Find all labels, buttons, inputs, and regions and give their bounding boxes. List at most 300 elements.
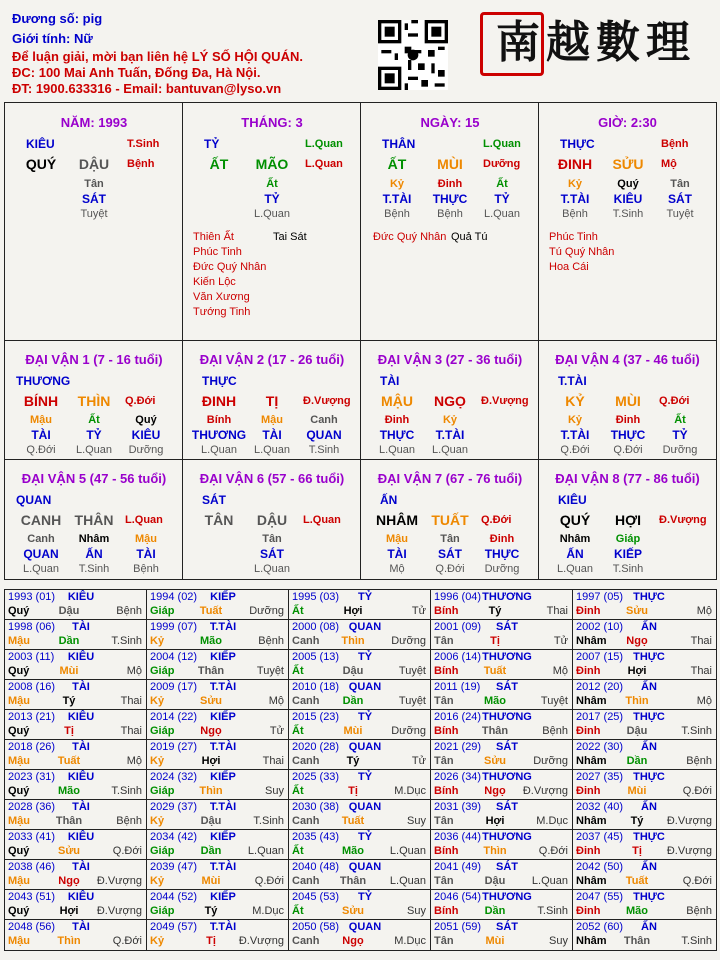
year-branch: Tý: [488, 605, 502, 617]
year-label: 2004 (12): [150, 651, 198, 663]
year-cell: [289, 740, 431, 770]
hidden-ten-god: KIÊU: [613, 192, 643, 206]
hidden-stage: Q.Đới: [26, 444, 56, 456]
year-branch: Dậu: [58, 605, 80, 617]
hidden-ten-god: SÁT: [260, 547, 284, 561]
year-branch: Mùi: [485, 935, 505, 947]
hidden-ten-god: QUAN: [306, 428, 342, 442]
year-stage: Đ.Vượng: [238, 935, 284, 947]
year-ten-god: ẤN: [641, 921, 657, 933]
dai-van-cell: [361, 341, 539, 460]
year-label: 2020 (28): [292, 741, 340, 753]
year-stem: Tân: [434, 695, 454, 707]
year-stage: L.Quan: [247, 845, 284, 857]
year-branch: Thìn: [199, 785, 223, 797]
year-stage: M.Dục: [394, 785, 426, 797]
hidden-stem: Nhâm: [78, 533, 110, 545]
hidden-stage: T.Sinh: [78, 563, 110, 575]
year-label: 2013 (21): [8, 711, 56, 723]
year-cell: [573, 800, 716, 830]
year-cell: [431, 590, 573, 620]
hidden-stem: Kỷ: [389, 178, 405, 190]
year-cell: [431, 680, 573, 710]
pillar-stage: T.Sinh: [127, 138, 160, 150]
year-stage: Dưỡng: [533, 755, 568, 767]
dai-van-ten-god: T.TÀI: [558, 374, 587, 388]
year-label: 1994 (02): [150, 591, 198, 603]
year-stem: Kỷ: [150, 755, 165, 767]
year-stem: Mậu: [8, 815, 30, 827]
year-stem: Tân: [434, 755, 454, 767]
year-stage: Đ.Vượng: [666, 815, 712, 827]
year-stage: Dưỡng: [391, 635, 426, 647]
year-stem: Giáp: [150, 605, 175, 617]
year-label: 2050 (58): [292, 921, 340, 933]
dai-van-ten-god: QUAN: [16, 493, 52, 507]
year-branch: Tý: [62, 695, 76, 707]
hidden-stage: L.Quan: [483, 208, 521, 220]
hidden-stem: Tân: [262, 533, 282, 545]
year-label: 2005 (13): [292, 651, 340, 663]
year-branch: Mùi: [59, 665, 79, 677]
hidden-ten-god: TỶ: [494, 192, 510, 206]
dai-van-stage: Q.Đới: [481, 514, 512, 526]
year-stem: Bính: [434, 845, 459, 857]
year-cell: [573, 620, 716, 650]
year-cell: [431, 860, 573, 890]
dai-van-branch: NGỌ: [434, 393, 466, 409]
year-branch: Dần: [200, 845, 222, 857]
year-branch: Thân: [481, 725, 509, 737]
year-stage: Bệnh: [686, 755, 712, 767]
hidden-ten-god: THỰC: [610, 428, 646, 442]
dai-van-cell: [539, 341, 716, 460]
year-cell: [147, 590, 289, 620]
dai-van-ten-god: ẤN: [380, 493, 398, 507]
year-stage: M.Dục: [536, 815, 568, 827]
year-label: 2022 (30): [576, 741, 624, 753]
year-stage: Thai: [262, 755, 284, 767]
year-ten-god: THỰC: [633, 711, 665, 723]
hidden-stem: Tân: [440, 533, 460, 545]
year-label: 2041 (49): [434, 861, 482, 873]
year-stem: Kỷ: [150, 635, 165, 647]
dai-van-stage: L.Quan: [125, 514, 163, 526]
year-branch: Thân: [55, 815, 83, 827]
year-stem: Đinh: [576, 605, 601, 617]
year-cell: [147, 890, 289, 920]
pillar-stage: Bệnh: [661, 138, 689, 150]
hidden-stage: T.Sinh: [308, 444, 340, 456]
year-label: 2028 (36): [8, 801, 56, 813]
year-ten-god: QUAN: [348, 681, 382, 693]
year-stage: Đ.Vượng: [96, 875, 142, 887]
year-ten-god: TỶ: [357, 591, 373, 603]
year-stage: Q.Đới: [112, 935, 142, 947]
hidden-ten-god: SÁT: [668, 192, 692, 206]
year-ten-god: QUAN: [348, 621, 382, 633]
year-stem: Canh: [292, 935, 320, 947]
year-ten-god: TÀI: [72, 621, 90, 633]
year-stem: Tân: [434, 635, 454, 647]
year-label: 2000 (08): [292, 621, 340, 633]
year-ten-god: ẤN: [641, 741, 657, 753]
hidden-stage: L.Quan: [253, 444, 291, 456]
pillar-branch: MÃO: [255, 156, 289, 172]
gender: Giới tính: Nữ: [12, 31, 93, 46]
year-ten-god: KIẾP: [210, 651, 236, 663]
year-branch: Mão: [200, 635, 222, 647]
dai-van-ten-god: SÁT: [202, 493, 226, 507]
hidden-stage: Q.Đới: [613, 444, 643, 456]
year-branch: Thân: [623, 935, 651, 947]
year-stem: Canh: [292, 875, 320, 887]
year-cell: [573, 590, 716, 620]
dai-van-stem: QUÝ: [559, 512, 591, 528]
dai-van-ten-god: KIÊU: [558, 493, 587, 507]
year-branch: Mão: [626, 905, 648, 917]
year-label: 2025 (33): [292, 771, 340, 783]
hidden-ten-god: ẤN: [566, 547, 584, 561]
dai-van-stem: KỶ: [565, 393, 585, 409]
hidden-stage: L.Quan: [200, 444, 238, 456]
year-cell: [289, 770, 431, 800]
year-ten-god: KIÊU: [67, 711, 95, 723]
year-stage: L.Quan: [531, 875, 568, 887]
hidden-ten-god: QUAN: [23, 547, 59, 561]
year-ten-god: THƯƠNG: [482, 771, 532, 783]
year-stage: L.Quan: [389, 875, 426, 887]
pillar-stem: ẤT: [387, 156, 407, 172]
year-stage: Suy: [407, 905, 426, 917]
year-cell: [5, 680, 147, 710]
year-stage: Q.Đới: [538, 845, 568, 857]
year-label: 2045 (53): [292, 891, 340, 903]
year-cell: [289, 680, 431, 710]
year-label: 1999 (07): [150, 621, 198, 633]
year-ten-god: T.TÀI: [209, 801, 237, 813]
pillar-title: GIỜ: 2:30: [598, 115, 657, 130]
year-label: 2048 (56): [8, 921, 56, 933]
dai-van-stage: Đ.Vượng: [303, 395, 351, 407]
shen-sha-star: Phúc Tinh: [549, 231, 598, 243]
hidden-stem: Mậu: [30, 414, 52, 426]
year-branch: Hợi: [201, 755, 221, 767]
year-stage: Suy: [549, 935, 568, 947]
year-branch: Tuất: [57, 755, 81, 767]
year-branch: Mùi: [201, 875, 221, 887]
year-branch: Hợi: [627, 665, 647, 677]
year-branch: Ngọ: [342, 935, 364, 947]
year-branch: Thìn: [57, 935, 81, 947]
year-stem: Canh: [292, 815, 320, 827]
year-label: 2029 (37): [150, 801, 198, 813]
year-cell: [573, 830, 716, 860]
year-cell: [431, 740, 573, 770]
year-branch: Sửu: [199, 695, 223, 707]
year-ten-god: QUAN: [348, 921, 382, 933]
year-stem: Nhâm: [576, 935, 607, 947]
pillar-ten-god: TỶ: [204, 137, 220, 151]
year-branch: Hợi: [343, 605, 363, 617]
dai-van-branch: TỊ: [265, 393, 279, 409]
year-ten-god: SÁT: [496, 861, 518, 873]
dai-van-cell: [183, 341, 361, 460]
year-branch: Dậu: [342, 665, 364, 677]
hidden-stage: L.Quan: [556, 563, 594, 575]
hidden-stage: Bệnh: [562, 208, 588, 220]
dai-van-stem: BÍNH: [23, 393, 59, 409]
year-stage: T.Sinh: [681, 935, 712, 947]
hidden-stage: L.Quan: [431, 444, 469, 456]
hidden-ten-god: T.TÀI: [560, 192, 590, 206]
year-cell: [289, 830, 431, 860]
year-label: 2032 (40): [576, 801, 624, 813]
year-stage: M.Dục: [252, 905, 284, 917]
year-label: 2039 (47): [150, 861, 198, 873]
year-label: 2019 (27): [150, 741, 198, 753]
dai-van-stage: Q.Đới: [659, 395, 690, 407]
hidden-ten-god: TÀI: [262, 428, 282, 442]
year-ten-god: ẤN: [641, 681, 657, 693]
year-branch: Hợi: [485, 815, 505, 827]
year-ten-god: TÀI: [72, 801, 90, 813]
year-branch: Tị: [206, 935, 216, 947]
year-stem: Bính: [434, 665, 459, 677]
year-label: 2001 (09): [434, 621, 482, 633]
year-ten-god: TÀI: [72, 921, 90, 933]
hidden-stage: Bệnh: [437, 208, 463, 220]
year-cell: [289, 920, 431, 950]
dai-van-stage: Đ.Vượng: [481, 395, 529, 407]
year-stem: Ất: [292, 605, 304, 617]
year-stem: Nhâm: [576, 635, 607, 647]
year-label: 2024 (32): [150, 771, 198, 783]
year-branch: Tý: [204, 905, 218, 917]
year-stage: Bệnh: [116, 815, 142, 827]
year-cell: [5, 590, 147, 620]
year-stage: Suy: [265, 785, 284, 797]
year-cell: [147, 860, 289, 890]
hidden-stem: Nhâm: [559, 533, 591, 545]
year-stage: Tuyệt: [256, 665, 284, 677]
year-ten-god: ẤN: [641, 861, 657, 873]
hidden-stem: Đinh: [437, 178, 463, 190]
hidden-stem: Tân: [670, 178, 690, 190]
dai-van-title: ĐẠI VẬN 7 (67 - 76 tuổi): [377, 471, 523, 486]
year-stage: Dưỡng: [391, 725, 426, 737]
year-branch: Thìn: [483, 845, 507, 857]
year-branch: Thìn: [341, 635, 365, 647]
dai-van-cell: [5, 341, 183, 460]
year-stage: Mộ: [696, 605, 712, 617]
year-cell: [5, 620, 147, 650]
year-stem: Quý: [8, 845, 30, 857]
year-stage: Thai: [120, 725, 142, 737]
year-stem: Nhâm: [576, 695, 607, 707]
year-stem: Quý: [8, 905, 30, 917]
year-branch: Tuất: [199, 605, 223, 617]
year-stem: Quý: [8, 605, 30, 617]
dai-van-cell: [183, 460, 361, 579]
year-ten-god: KIÊU: [67, 651, 95, 663]
year-stage: Tuyệt: [398, 695, 426, 707]
dai-van-title: ĐẠI VẬN 1 (7 - 16 tuổi): [25, 352, 163, 367]
shen-sha-star: Đức Quý Nhân: [373, 231, 447, 243]
year-stage: Mộ: [126, 755, 142, 767]
year-stem: Giáp: [150, 905, 175, 917]
hidden-ten-god: T.TÀI: [435, 428, 465, 442]
year-cell: [5, 770, 147, 800]
year-branch: Tuất: [483, 665, 507, 677]
year-stage: Mộ: [696, 695, 712, 707]
hidden-stage: T.Sinh: [612, 208, 644, 220]
year-branch: Ngọ: [484, 785, 506, 797]
shen-sha-star: Đức Quý Nhân: [193, 261, 267, 273]
shen-sha-star: Văn Xương: [193, 291, 250, 303]
year-cell: [289, 620, 431, 650]
year-label: 1997 (05): [576, 591, 624, 603]
year-branch: Hợi: [59, 905, 79, 917]
year-ten-god: THỰC: [633, 651, 665, 663]
year-stage: L.Quan: [389, 845, 426, 857]
year-branch: Mão: [342, 845, 364, 857]
year-branch: Tý: [346, 755, 360, 767]
year-stage: Thai: [120, 695, 142, 707]
year-ten-god: T.TÀI: [209, 921, 237, 933]
year-ten-god: TÀI: [72, 861, 90, 873]
year-stage: T.Sinh: [111, 785, 142, 797]
year-stage: Tử: [411, 605, 426, 617]
dai-van-ten-god: TÀI: [380, 374, 400, 388]
year-stem: Giáp: [150, 665, 175, 677]
year-stage: Mộ: [552, 665, 568, 677]
year-ten-god: SÁT: [496, 801, 518, 813]
dai-van-title: ĐẠI VẬN 8 (77 - 86 tuổi): [555, 471, 700, 486]
year-ten-god: TÀI: [72, 681, 90, 693]
hidden-stage: Bệnh: [384, 208, 410, 220]
year-cell: [573, 710, 716, 740]
year-label: 2047 (55): [576, 891, 624, 903]
year-cell: [573, 740, 716, 770]
year-branch: Ngọ: [58, 875, 80, 887]
hidden-stage: L.Quan: [253, 563, 291, 575]
year-stem: Tân: [434, 815, 454, 827]
pillar-branch: SỬU: [612, 156, 644, 172]
year-stage: Đ.Vượng: [96, 905, 142, 917]
owner-name: Đương số: pig: [12, 11, 103, 26]
pillar-title: NGÀY: 15: [420, 115, 480, 130]
year-ten-god: ẤN: [641, 801, 657, 813]
year-ten-god: T.TÀI: [209, 621, 237, 633]
year-cell: [573, 680, 716, 710]
year-stage: Thai: [546, 605, 568, 617]
shen-sha-star: Tướng Tinh: [193, 306, 251, 318]
year-stage: Q.Đới: [682, 875, 712, 887]
year-cell: [431, 830, 573, 860]
year-stage: Đ.Vượng: [522, 785, 568, 797]
year-stem: Bính: [434, 785, 459, 797]
dai-van-stage: L.Quan: [303, 514, 341, 526]
year-label: 2034 (42): [150, 831, 198, 843]
year-stage: Bệnh: [686, 905, 712, 917]
year-stage: Mộ: [268, 695, 284, 707]
year-label: 2015 (23): [292, 711, 340, 723]
year-stage: T.Sinh: [111, 635, 142, 647]
hidden-stem: Canh: [310, 414, 338, 426]
hidden-stage: T.Sinh: [612, 563, 644, 575]
dai-van-branch: THÌN: [77, 393, 111, 409]
pillar-branch: DẬU: [78, 156, 110, 172]
year-label: 2040 (48): [292, 861, 340, 873]
year-label: 2033 (41): [8, 831, 56, 843]
year-branch: Dần: [342, 695, 364, 707]
year-label: 2017 (25): [576, 711, 624, 723]
dai-van-branch: HỢI: [615, 512, 641, 528]
year-ten-god: KIÊU: [67, 891, 95, 903]
year-label: 2035 (43): [292, 831, 340, 843]
hidden-ten-god: T.TÀI: [382, 192, 412, 206]
year-stem: Giáp: [150, 725, 175, 737]
pillar-cell: [361, 103, 539, 341]
year-stage: Q.Đới: [254, 875, 284, 887]
year-branch: Sửu: [57, 845, 81, 857]
year-stem: Giáp: [150, 845, 175, 857]
hidden-stage: L.Quan: [378, 444, 416, 456]
year-stem: Mậu: [8, 635, 30, 647]
year-label: 2036 (44): [434, 831, 482, 843]
year-label: 2014 (22): [150, 711, 198, 723]
hidden-ten-god: TÀI: [387, 547, 407, 561]
dai-van-cell: [361, 460, 539, 579]
year-ten-god: TỶ: [357, 711, 373, 723]
hidden-stem: Đinh: [384, 414, 410, 426]
pillar-branch-stage: L.Quan: [305, 158, 343, 170]
hidden-stem: Quý: [135, 414, 157, 426]
year-ten-god: T.TÀI: [209, 681, 237, 693]
dai-van-stage: Đ.Vượng: [659, 514, 707, 526]
year-cell: [573, 920, 716, 950]
year-stem: Bính: [434, 905, 459, 917]
hidden-ten-god: TÀI: [136, 547, 156, 561]
hidden-stem: Ất: [266, 178, 278, 190]
year-stem: Ất: [292, 905, 304, 917]
dai-van-ten-god: THỰC: [202, 374, 237, 388]
dai-van-stage: Q.Đới: [125, 395, 156, 407]
year-stem: Giáp: [150, 785, 175, 797]
hidden-ten-god: KIÊU: [131, 428, 161, 442]
year-ten-god: THƯƠNG: [482, 891, 532, 903]
year-label: 2016 (24): [434, 711, 482, 723]
year-label: 2037 (45): [576, 831, 624, 843]
pillar-branch-stage: Bệnh: [127, 158, 155, 170]
year-branch: Tị: [632, 845, 642, 857]
shen-sha-star: Tú Quý Nhân: [549, 246, 615, 258]
dai-van-cell: [539, 460, 716, 579]
dai-van-stem: TÂN: [204, 512, 234, 528]
year-stem: Đinh: [576, 845, 601, 857]
hidden-ten-god: TÀI: [31, 428, 51, 442]
year-ten-god: ẤN: [641, 621, 657, 633]
year-cell: [147, 770, 289, 800]
year-stem: Tân: [434, 875, 454, 887]
year-branch: Sửu: [483, 755, 507, 767]
year-branch: Thân: [339, 875, 367, 887]
year-stage: Tử: [269, 725, 284, 737]
year-stem: Kỷ: [150, 815, 165, 827]
year-cell: [289, 890, 431, 920]
year-ten-god: KIẾP: [210, 711, 236, 723]
